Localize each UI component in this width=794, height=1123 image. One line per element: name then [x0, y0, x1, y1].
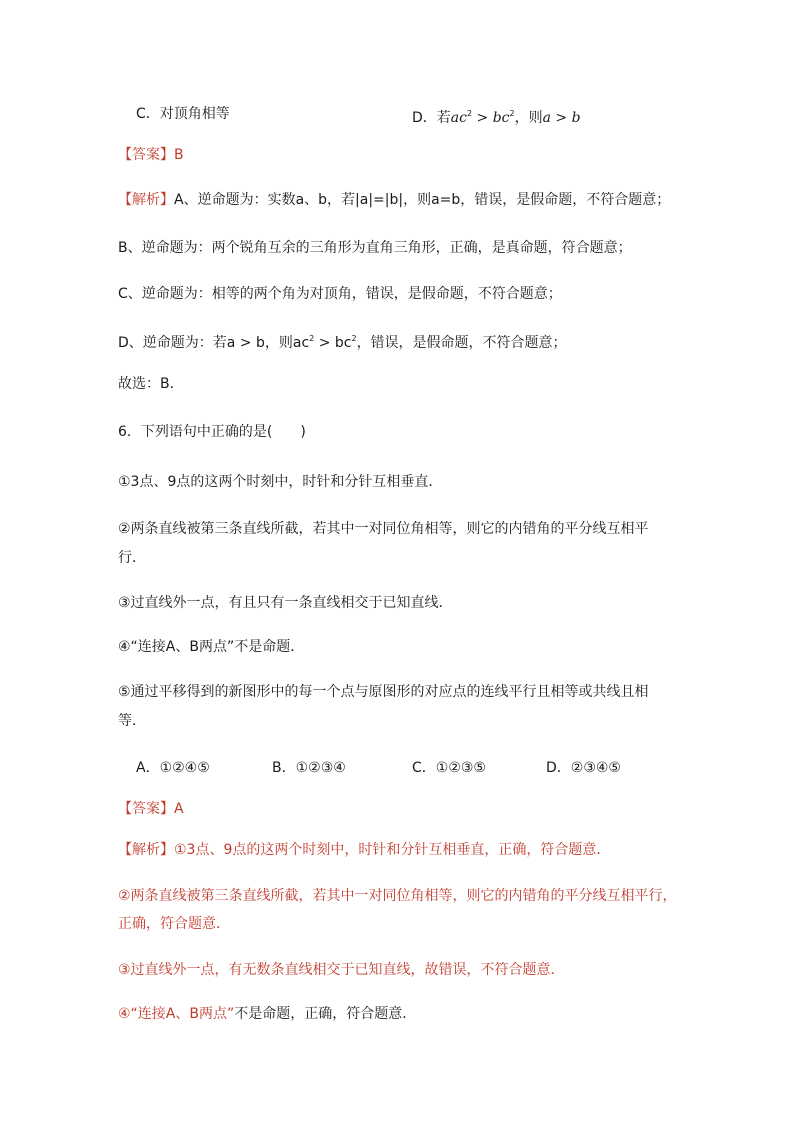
- q6-analysis-2-line2: 正确，符合题意．: [118, 916, 230, 932]
- q6-analysis-2-line1: ②两条直线被第三条直线所截，若其中一对同位角相等，则它的内错角的平分线互相平行，: [118, 888, 677, 904]
- q5-answer: 【答案】B: [118, 147, 184, 163]
- q6-statement-5-line2: 等．: [118, 713, 146, 729]
- q6-option-d: D．②③④⑤: [546, 760, 621, 776]
- q6-statement-1: ①3点、9点的这两个时刻中，时针和分针互相垂直．: [118, 474, 443, 490]
- q6-statement-2-line2: 行．: [118, 550, 146, 566]
- q6-option-a: A．①②④⑤: [136, 760, 210, 776]
- q6-analysis-1: 【解析】①3点、9点的这两个时刻中，时针和分针互相垂直，正确，符合题意．: [118, 842, 611, 858]
- q5-analysis-b: B、逆命题为：两个锐角互余的三角形为直角三角形，正确，是真命题，符合题意；: [118, 240, 632, 256]
- q5-analysis-a: 【解析】A、逆命题为：实数a、b，若|a|=|b|，则a=b，错误，是假命题，不符合题意；: [118, 192, 671, 208]
- q6-option-c: C．①②③⑤: [412, 760, 486, 776]
- option-d: D．若$ac^2 > bc^2$，则a > b: [412, 109, 581, 126]
- q6-analysis-4: ④“连接A、B两点”不是命题，正确，符合题意．: [118, 1006, 417, 1022]
- option-c: C．对顶角相等: [136, 106, 230, 122]
- q6-statement-5-line1: ⑤通过平移得到的新图形中的每一个点与原图形的对应点的连线平行且相等或共线且相: [118, 684, 649, 700]
- q6-analysis-3: ③过直线外一点，有无数条直线相交于已知直线，故错误，不符合题意．: [118, 962, 565, 978]
- q6-statement-3: ③过直线外一点，有且只有一条直线相交于已知直线．: [118, 595, 453, 611]
- q6-statement-4: ④“连接A、B两点”不是命题．: [118, 639, 305, 655]
- q6-statement-2-line1: ②两条直线被第三条直线所截，若其中一对同位角相等，则它的内错角的平分线互相平: [118, 521, 649, 537]
- q6-stem: 6．下列语句中正确的是( ): [118, 424, 306, 440]
- q5-analysis-c: C、逆命题为：相等的两个角为对顶角，错误，是假命题，不符合题意；: [118, 286, 562, 302]
- q5-analysis-d: D、逆命题为：若a > b，则$ac^2 > bc^2$，错误，是假命题，不符合题意；: [118, 334, 567, 351]
- q6-answer: 【答案】A: [118, 801, 184, 817]
- q6-option-b: B．①②③④: [272, 760, 346, 776]
- q5-conclusion: 故选：B．: [118, 376, 184, 392]
